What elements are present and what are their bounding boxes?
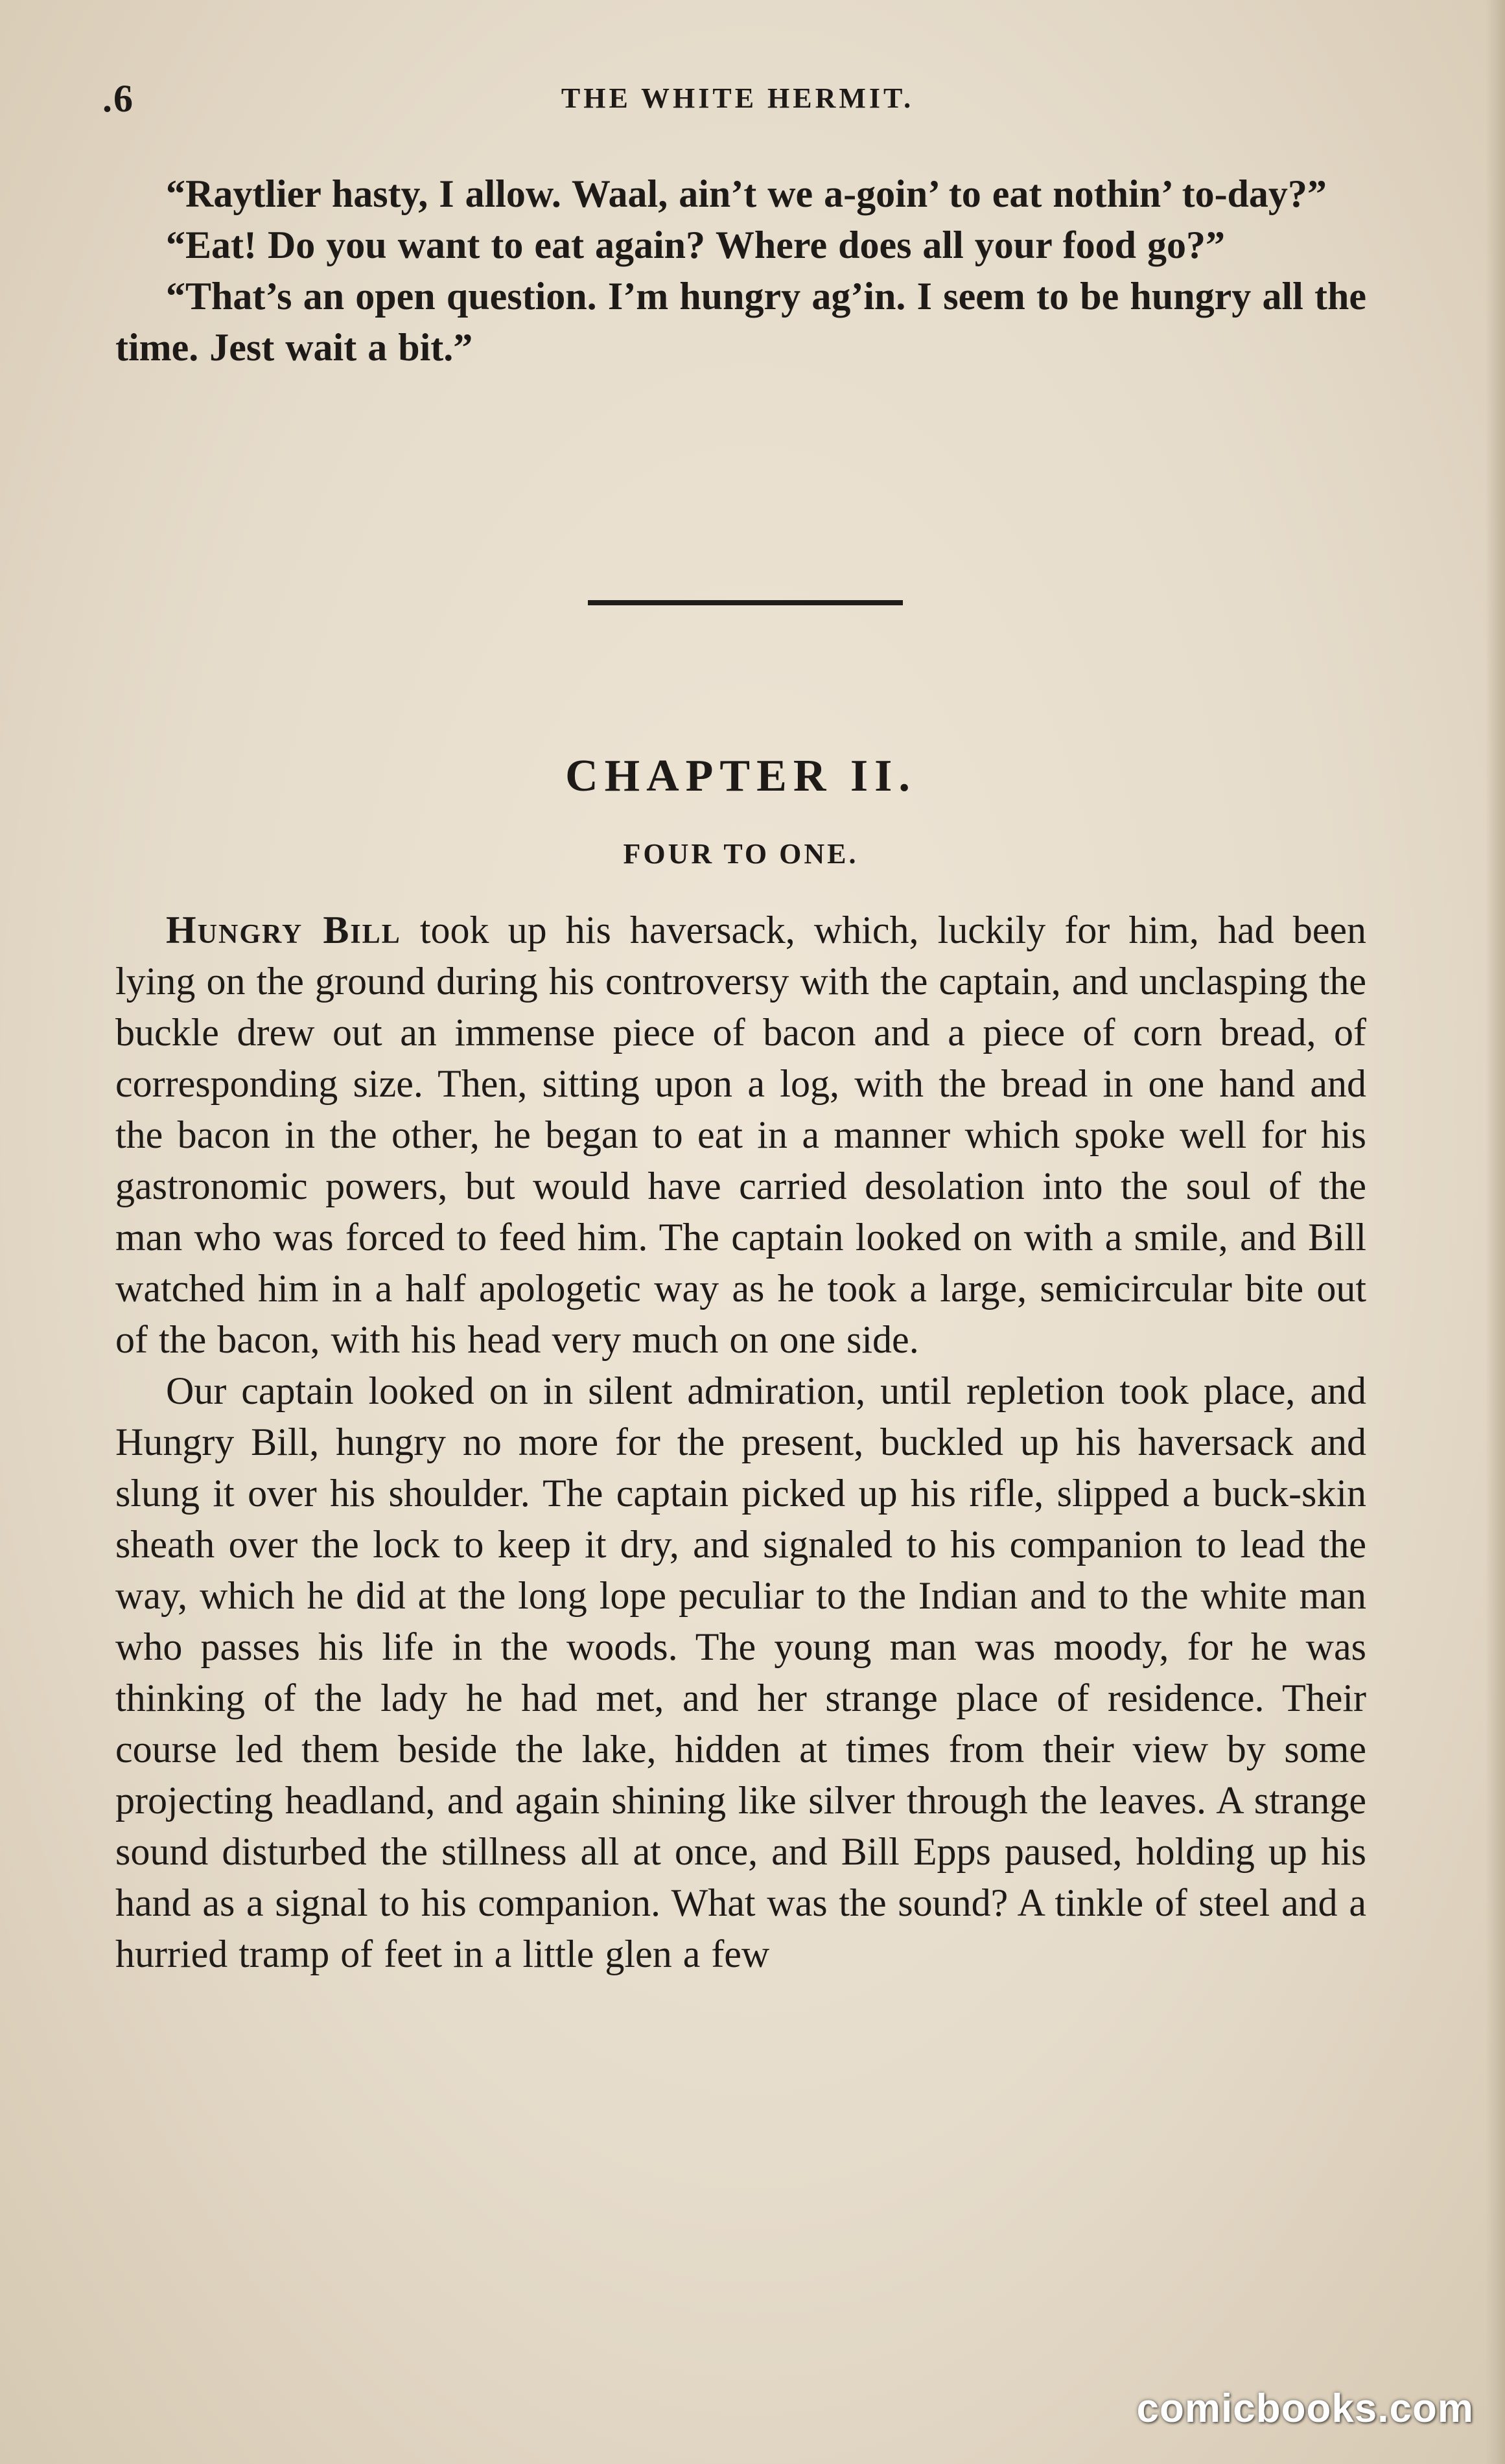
character-name-lead: Hungry Bill [166, 909, 401, 951]
running-title: THE WHITE HERMIT. [561, 82, 915, 114]
site-watermark: comicbooks.com [1136, 2386, 1474, 2431]
chapter-body [115, 905, 1366, 1980]
dialogue-line-3: “That’s an open question. I’m hungry ag’in. I seem to be hungry all the time. Jest wait a bit.” [115, 275, 1366, 369]
running-head [102, 76, 1373, 122]
paragraph-1 [115, 905, 1366, 1366]
dialogue-line-2: “Eat! Do you want to eat again? Where does all your food go?” [166, 224, 1226, 266]
dialogue-line-1: “Raytlier hasty, I allow. Waal, ain’t we a-goin’ to eat nothin’ to-day?” [166, 172, 1327, 215]
page-number: .6 [102, 77, 134, 120]
chapter-subtitle: FOUR TO ONE. [623, 838, 859, 870]
chapter-title: CHAPTER II. [565, 751, 916, 801]
paragraph-2: Our captain looked on in silent admiration, until repletion took place, and Hungry Bill, hungry no more for the present, buckled up his haversack and slung it over his shoulder. The captain picked up his rifle, slipped a buck-skin sheath over the lock to keep it dry, and signaled to his companion to lead the way, which he did at the long lope peculiar to the Indian and to the white man who passes his life in the woods. The young man was moody, for he was thinking of the lady he had met, and her strange place of residence. Their course led them beside the lake, hidden at times from their view by some projecting headland, and again shining like silver through the leaves. A strange sound disturbed the stillness all at once, and Bill Epps paused, holding up his hand as a signal to his companion. What was the sound? A tinkle of steel and a hurried tramp of feet in a little glen a few [115, 1369, 1366, 1975]
section-divider-rule [588, 600, 903, 605]
paragraph-1-text: took up his haversack, which, luckily for him, had been lying on the ground during his controversy with the captain, and unclasping the buckle drew out an immense piece of bacon and a piece of corn bread, of corresponding size. Then, sitting upon a log, with the bread in one hand and the bacon in the other, he began to eat in a manner which spoke well for his gastronomic powers, but would have carried desolation into the soul of the man who was forced to feed him. The captain looked on with a smile, and Bill watched him in a half apologetic way as he took a large, semicircular bite out of the bacon, with his head very much on one side. [115, 909, 1367, 1361]
page-edge-shadow [1486, 0, 1505, 2464]
dialogue-block [115, 169, 1366, 373]
